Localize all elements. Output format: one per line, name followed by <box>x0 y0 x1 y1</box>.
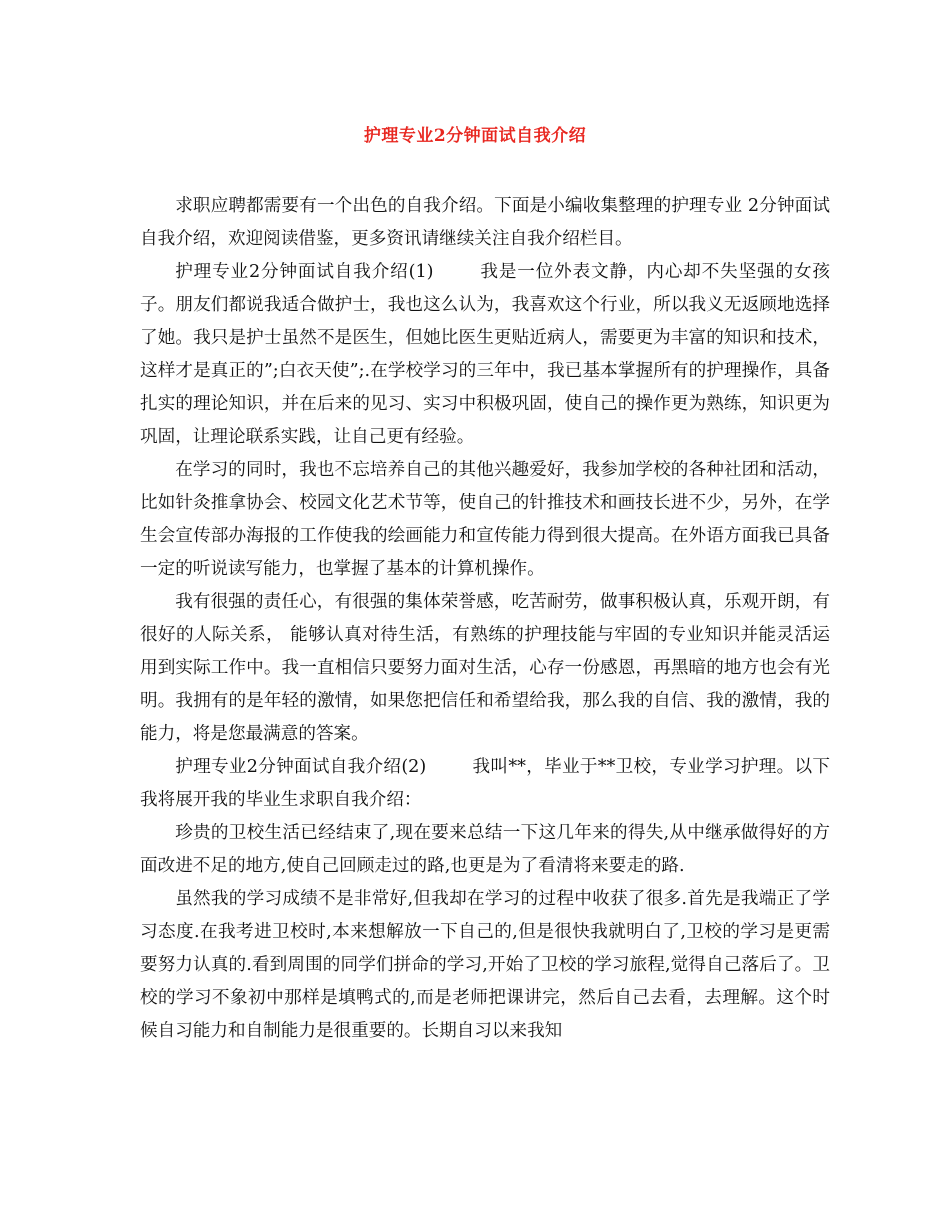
paragraph-hobbies <box>140 454 830 586</box>
paragraph-intro <box>140 190 830 256</box>
section-heading-2: 护理专业2分钟面试自我介绍(2) <box>175 757 427 777</box>
paragraph-section-2 <box>140 751 830 817</box>
paragraph-section-1 <box>140 256 830 454</box>
paragraph-text: 我叫**，毕业于**卫校，专业学习护理。以下我将展开我的毕业生求职自我介绍： <box>140 757 830 810</box>
document-title: 护理专业2分钟面试自我介绍 <box>363 126 587 146</box>
paragraph-text: 虽然我的学习成绩不是非常好,但我却在学习的过程中收获了很多.首先是我端正了学习态度.在我考进卫校时,本来想解放一下自己的,但是很快我就明白了,卫校的学习是更需要努力认真的.看到周围的同学们拼命的学习,开始了卫校的学习旅程,觉得自己落后了。卫校的学习不象初中那样是填鸭式的,而是老师把课讲完，然后自己去看，去理解。这个时候自习能力和自制能力是很重要的。长期自习以来我知 <box>140 889 830 1041</box>
section-heading-1: 护理专业2分钟面试自我介绍(1) <box>175 262 434 282</box>
paragraph-text: 珍贵的卫校生活已经结束了,现在要来总结一下这几年来的得失,从中继承做得好的方面改进不足的地方,使自己回顾走过的路,也更是为了看清将来要走的路. <box>140 823 830 876</box>
paragraph-character <box>140 586 830 751</box>
paragraph-text: 在学习的同时，我也不忘培养自己的其他兴趣爱好，我参加学校的各种社团和活动，比如针灸推拿协会、校园文化艺术节等，使自己的针推技术和画技长进不少，另外，在学生会宣传部办海报的工作使我的绘画能力和宣传能力得到很大提高。在外语方面我已具备一定的听说读写能力，也掌握了基本的计算机操作。 <box>140 460 830 579</box>
paragraph-text: 我有很强的责任心，有很强的集体荣誉感，吃苦耐劳，做事积极认真，乐观开朗，有很好的人际关系， 能够认真对待生活，有熟练的护理技能与牢固的专业知识并能灵活运用到实际工作中。我一直相信只要努力面对生活，心存一份感恩，再黑暗的地方也会有光明。我拥有的是年轻的激情，如果您把信任和希望给我，那么我的自信、我的激情，我的能力，将是您最满意的答案。 <box>140 592 830 744</box>
paragraph-text: 求职应聘都需要有一个出色的自我介绍。下面是小编收集整理的护理专业 2分钟面试自我介绍，欢迎阅读借鉴，更多资讯请继续关注自我介绍栏目。 <box>140 196 830 249</box>
paragraph-study <box>140 883 830 1048</box>
document-body <box>140 190 830 1048</box>
paragraph-summary <box>140 817 830 883</box>
paragraph-text: 我是一位外表文静，内心却不失坚强的女孩子。朋友们都说我适合做护士，我也这么认为，我喜欢这个行业，所以我义无返顾地选择了她。我只是护士虽然不是医生，但她比医生更贴近病人，需要更为丰富的知识和技术，这样才是真正的”;白衣天使”;.在学校学习的三年中，我已基本掌握所有的护理操作，具备扎实的理论知识，并在后来的见习、实习中积极巩固，使自己的操作更为熟练，知识更为巩固，让理论联系实践，让自己更有经验。 <box>140 262 830 447</box>
